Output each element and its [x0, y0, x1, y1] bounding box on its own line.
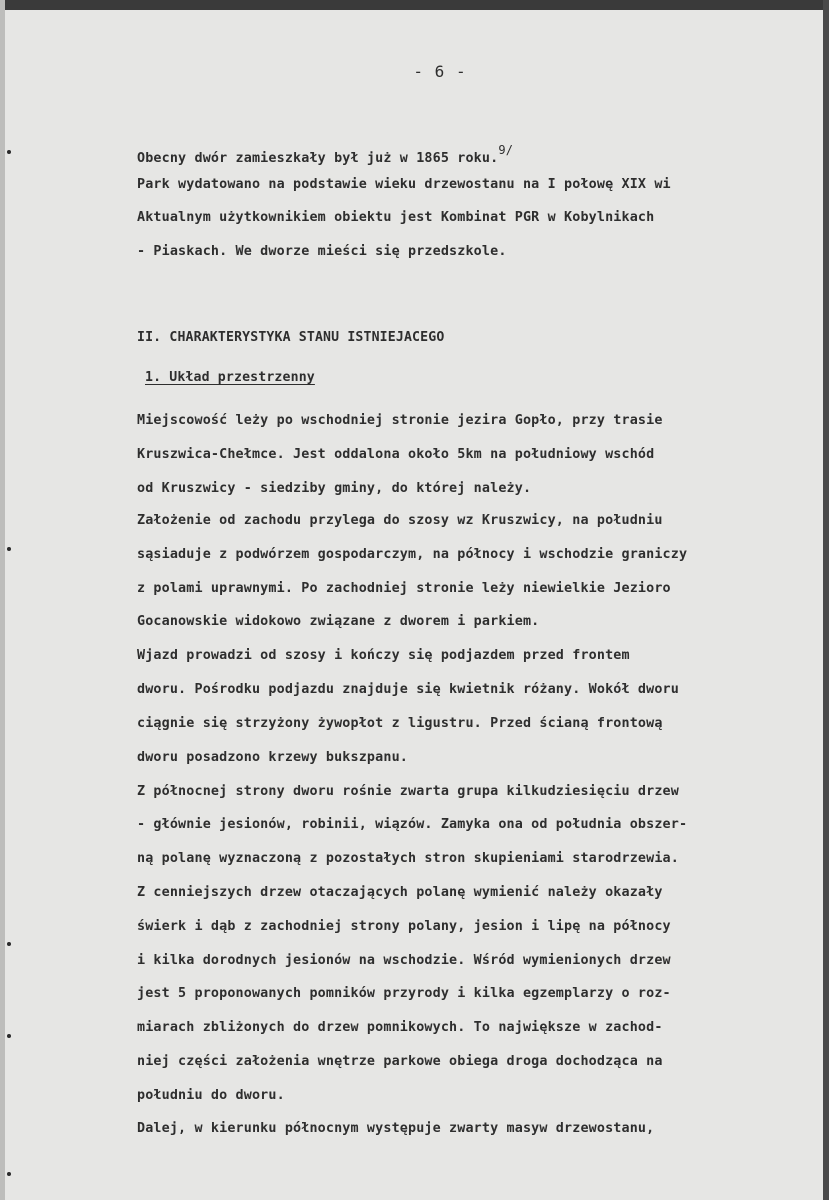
body-line: i kilka dorodnych jesionów na wschodzie. Wśród wymienionych drzew — [137, 953, 671, 968]
body-line: dworu posadzono krzewy bukszpanu. — [137, 750, 408, 765]
body-line: - głównie jesionów, robinii, wiązów. Zamyka ona od południa obszer- — [137, 817, 688, 832]
body-line: ną polanę wyznaczoną z pozostałych stron skupieniami starodrzewia. — [137, 851, 679, 866]
body-line: Z północnej strony dworu rośnie zwarta grupa kilkudziesięciu drzew — [137, 784, 679, 799]
body-line: Z cenniejszych drzew otaczających polanę wymienić należy okazały — [137, 885, 663, 900]
punch-mark — [7, 1034, 11, 1038]
intro-line: - Piaskach. We dworze mieści się przedszkole. — [137, 244, 507, 259]
punch-mark — [7, 150, 11, 154]
body-line: dworu. Pośrodku podjazdu znajduje się kwietnik różany. Wokół dworu — [137, 682, 679, 697]
body-line: niej części założenia wnętrze parkowe obiega droga dochodząca na — [137, 1054, 663, 1069]
body-line: z polami uprawnymi. Po zachodniej stronie leży niewielkie Jezioro — [137, 581, 671, 596]
body-line: miarach zbliżonych do drzew pomnikowych. To największe w zachod- — [137, 1020, 663, 1035]
punch-mark — [7, 1172, 11, 1176]
intro-line: Park wydatowano na podstawie wieku drzewostanu na I połowę XIX wi — [137, 177, 671, 192]
scan-left-edge — [0, 0, 5, 1200]
body-line: Gocanowskie widokowo związane z dworem i parkiem. — [137, 614, 540, 629]
page-number: - 6 - — [413, 62, 467, 81]
intro-text: Obecny dwór zamieszkały był już w 1865 roku. — [137, 151, 499, 166]
scan-top-edge — [0, 0, 829, 10]
body-line: Kruszwica-Chełmce. Jest oddalona około 5km na południowy wschód — [137, 447, 655, 462]
body-line: Miejscowość leży po wschodniej stronie jezira Gopło, przy trasie — [137, 413, 663, 428]
scan-right-edge — [823, 0, 829, 1200]
intro-line — [137, 143, 513, 166]
section-title: II. CHARAKTERYSTYKA STANU ISTNIEJACEGO — [137, 330, 445, 345]
intro-line: Aktualnym użytkownikiem obiektu jest Kombinat PGR w Kobylnikach — [137, 210, 655, 225]
body-line: Wjazd prowadzi od szosy i kończy się podjazdem przed frontem — [137, 648, 630, 663]
body-line: świerk i dąb z zachodniej strony polany, jesion i lipę na północy — [137, 919, 671, 934]
body-line: jest 5 proponowanych pomników przyrody i kilka egzemplarzy o roz- — [137, 986, 671, 1001]
footnote-marker: 9/ — [498, 143, 514, 157]
subsection-title: 1. Układ przestrzenny — [145, 370, 315, 385]
body-line: od Kruszwicy - siedziby gminy, do której należy. — [137, 481, 532, 496]
punch-mark — [7, 942, 11, 946]
body-line: Dalej, w kierunku północnym występuje zwarty masyw drzewostanu, — [137, 1121, 655, 1136]
body-line: Założenie od zachodu przylega do szosy wz Kruszwicy, na południu — [137, 513, 663, 528]
body-line: sąsiaduje z podwórzem gospodarczym, na północy i wschodzie graniczy — [137, 547, 688, 562]
body-line: południu do dworu. — [137, 1088, 285, 1103]
body-line: ciągnie się strzyżony żywopłot z ligustru. Przed ścianą frontową — [137, 716, 663, 731]
punch-mark — [7, 547, 11, 551]
